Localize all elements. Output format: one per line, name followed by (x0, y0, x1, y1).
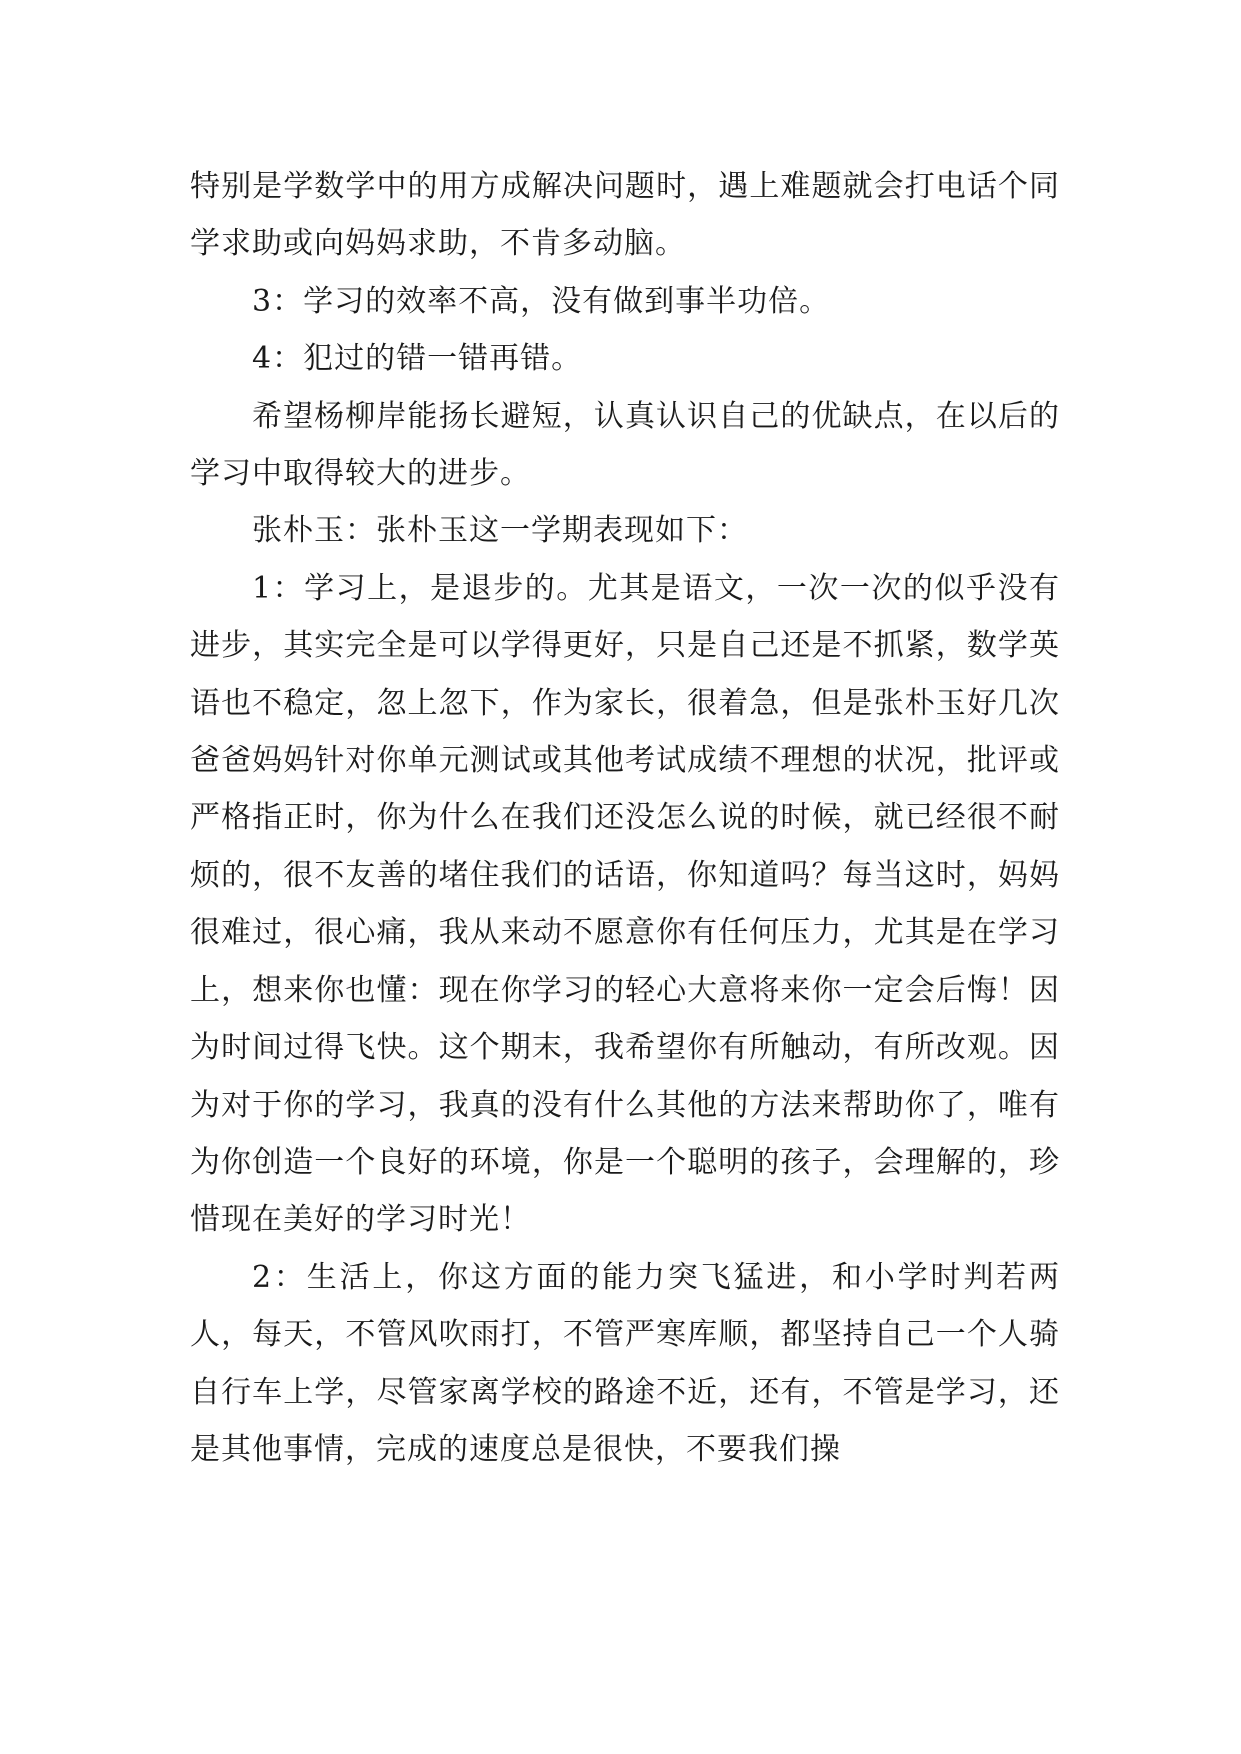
paragraph-hope: 希望杨柳岸能扬长避短，认真认识自己的优缺点，在以后的学习中取得较大的进步。 (190, 398, 1060, 492)
paragraph-study-point-1: 1：学习上，是退步的。尤其是语文，一次一次的似乎没有进步，其实完全是可以学得更好，只是自己还是不抓紧，数学英语也不稳定，忽上忽下，作为家长，很着急，但是张朴玉好几次爸爸妈妈针对你单元测试或其他考试成绩不理想的状况，批评或严格指正时，你为什么在我们还没怎么说的时候，就已经很不耐烦的，很不友善的堵住我们的话语，你知道吗？每当这时，妈妈很难过，很心痛，我从来动不愿意你有任何压力，尤其是在学习上，想来你也懂：现在你学习的轻心大意将来你一定会后悔！因为时间过得飞快。这个期末，我希望你有所触动，有所改观。因为对于你的学习，我真的没有什么其他的方法来帮助你了，唯有为你创造一个良好的环境，你是一个聪明的孩子，会理解的，珍惜现在美好的学习时光！ (190, 570, 1060, 1238)
paragraph-student-intro: 张朴玉：张朴玉这一学期表现如下： (252, 513, 748, 549)
paragraph-point-3: 3：学习的效率不高，没有做到事半功倍。 (252, 283, 831, 319)
paragraph-continuation: 特别是学数学中的用方成解决问题时，遇上难题就会打电话个同学求助或向妈妈求助，不肯多动脑。 (190, 169, 1060, 262)
paragraph-life-point-2: 2：生活上，你这方面的能力突飞猛进，和小学时判若两人，每天，不管风吹雨打，不管严寒库顺，都坚持自己一个人骑自行车上学，尽管家离学校的路途不近，还有，不管是学习，还是其他事情，完成的速度总是很快，不要我们操 (190, 1259, 1060, 1467)
paragraph-point-4: 4：犯过的错一错再错。 (252, 341, 583, 377)
document-body (190, 158, 1060, 1478)
